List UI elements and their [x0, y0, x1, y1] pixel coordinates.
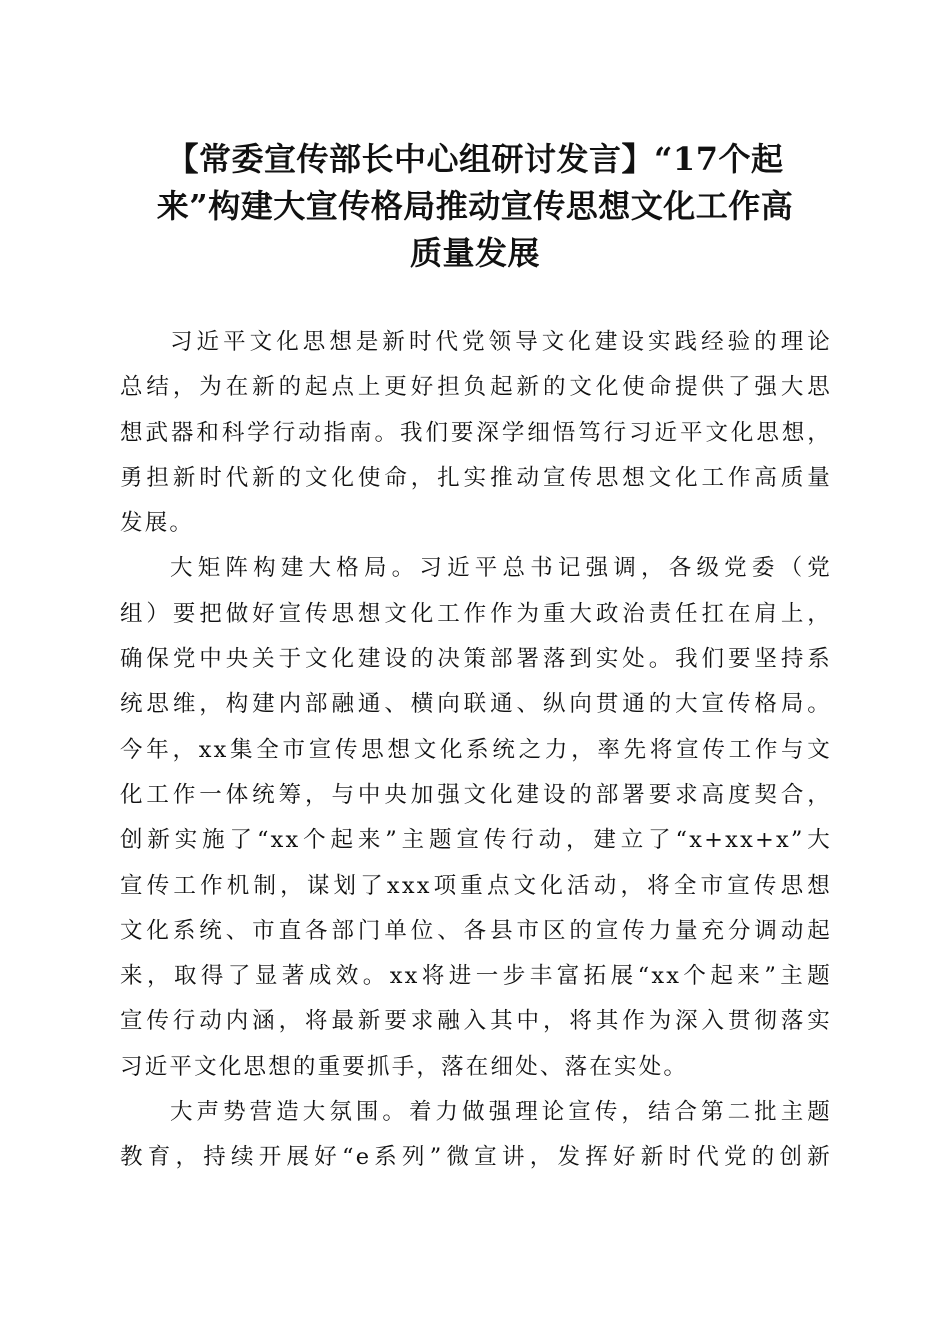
text-line: 确保党中央关于文化建设的决策部署落到实处。我们要坚持系 — [120, 646, 832, 673]
text-line: 组）要把做好宣传思想文化工作作为重大政治责任扛在肩上， — [120, 600, 832, 627]
text-line: 大声势营造大氛围。着力做强理论宣传，结合第二批主题 — [170, 1099, 832, 1126]
text-line: 勇担新时代新的文化使命，扎实推动宣传思想文化工作高质量 — [120, 464, 832, 491]
text-line: 化工作一体统筹，与中央加强文化建设的部署要求高度契合， — [120, 781, 832, 808]
text-line: 统思维，构建内部融通、横向联通、纵向贯通的大宣传格局。 — [120, 691, 832, 718]
text-line: 宣传工作机制，谋划了xxx项重点文化活动，将全市宣传思想 — [120, 872, 832, 899]
text-line: 宣传行动内涵，将最新要求融入其中，将其作为深入贯彻落实 — [120, 1008, 832, 1035]
text-line: 总结，为在新的起点上更好担负起新的文化使命提供了强大思 — [120, 374, 832, 401]
text-line: 文化系统、市直各部门单位、各县市区的宣传力量充分调动起 — [120, 917, 832, 944]
text-line: 发展。 — [120, 510, 195, 537]
text-line: 来，取得了显著成效。xx将进一步丰富拓展“xx个起来”主题 — [120, 963, 832, 990]
text-line: 想武器和科学行动指南。我们要深学细悟笃行习近平文化思想， — [120, 419, 832, 446]
text-line: 教育，持续开展好“e系列”微宣讲，发挥好新时代党的创新 — [120, 1144, 832, 1171]
title-line: 来”构建大宣传格局推动宣传思想文化工作高 — [156, 187, 794, 225]
text-line: 习近平文化思想是新时代党领导文化建设实践经验的理论 — [170, 329, 832, 355]
text-line: 大矩阵构建大格局。习近平总书记强调，各级党委（党 — [170, 555, 832, 582]
text-line: 今年，xx集全市宣传思想文化系统之力，率先将宣传工作与文 — [120, 736, 832, 763]
paragraph-intro — [120, 320, 832, 546]
paragraph-big-momentum — [120, 1090, 832, 1181]
title-line: 质量发展 — [409, 234, 540, 272]
paragraph-big-matrix — [120, 546, 832, 1090]
document-title — [110, 136, 840, 277]
text-line: 习近平文化思想的重要抓手，落在细处、落在实处。 — [120, 1053, 689, 1080]
text-line: 创新实施了“xx个起来”主题宣传行动，建立了“x+xx+x”大 — [120, 827, 832, 854]
title-line: 【常委宣传部长中心组研讨发言】“17个起 — [166, 140, 784, 178]
document-body — [120, 320, 832, 1181]
